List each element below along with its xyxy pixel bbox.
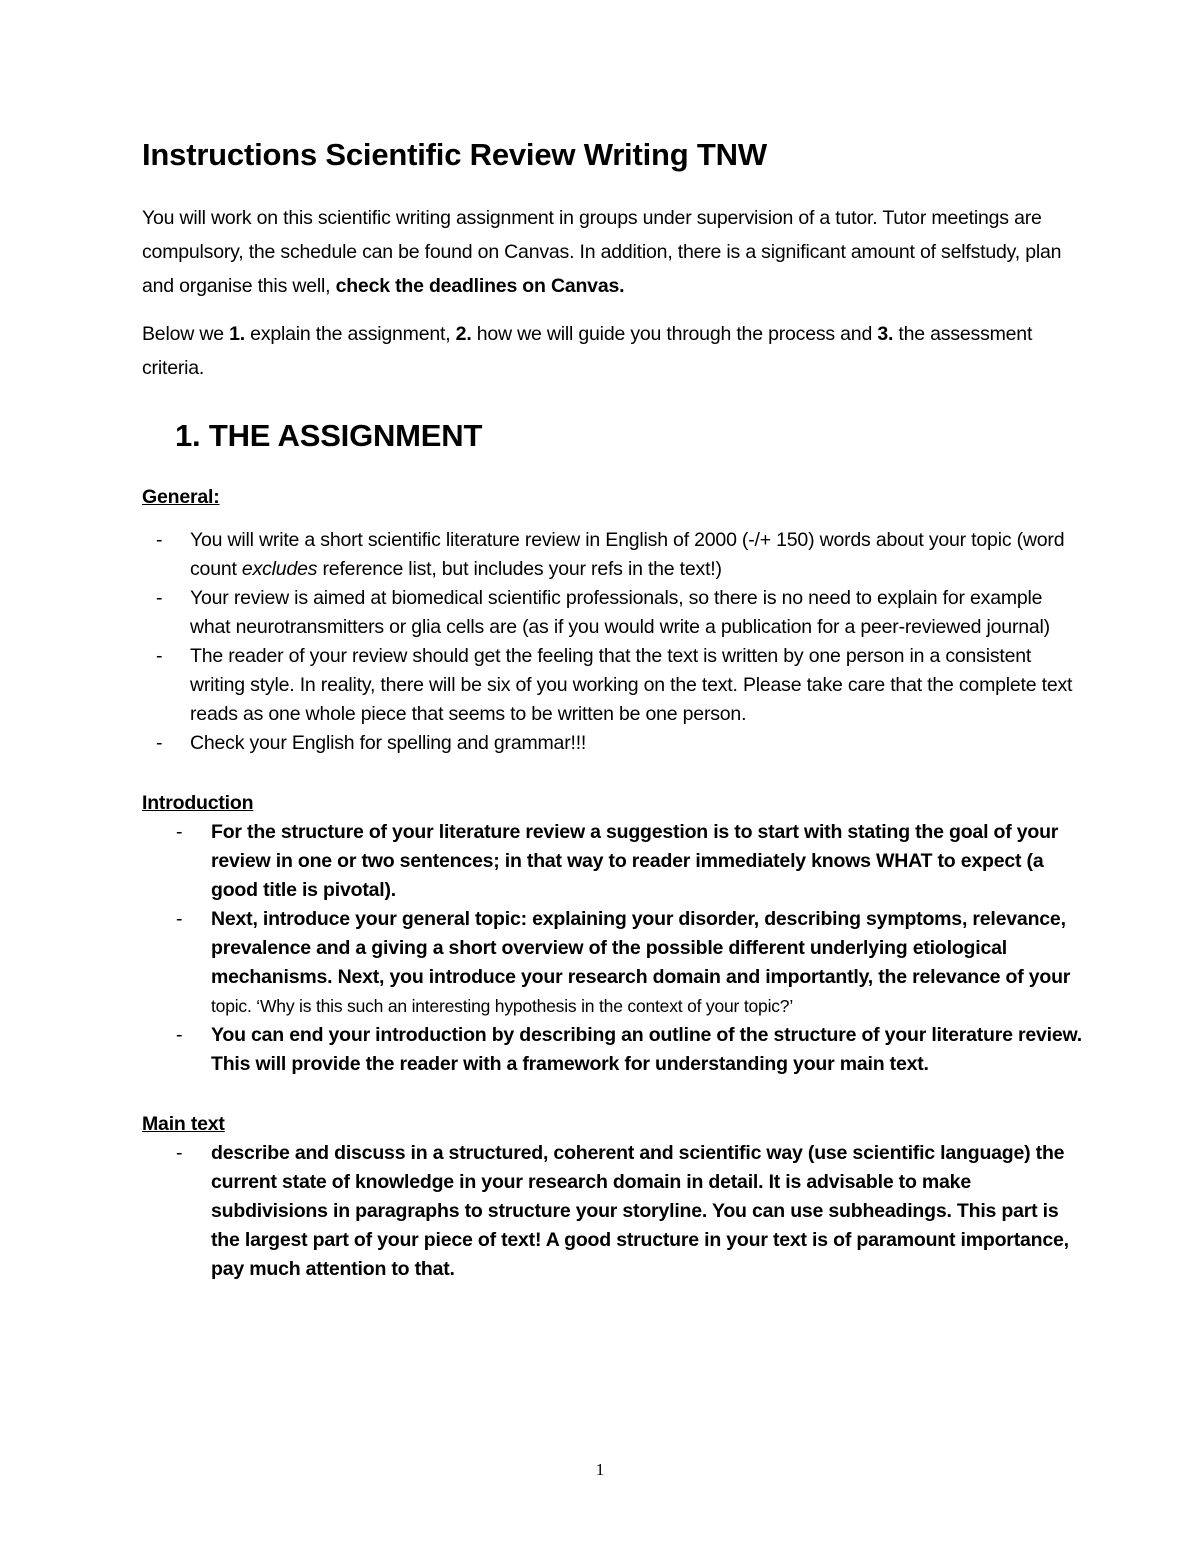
page-number: 1 xyxy=(595,1460,605,1479)
dash-bullet: - xyxy=(156,529,163,552)
list-item xyxy=(142,584,1082,642)
overview-text: explain the assignment, xyxy=(244,323,456,346)
intro-text: You will work on this scientific writing assignment in groups under supervision of a tutor. Tutor meetings are compulsory, the schedule can be found on Canvas. In addition, there is a significant amount of selfstudy, plan and organise this well, xyxy=(142,207,1062,298)
list-item xyxy=(142,905,1082,1021)
document-title: Instructions Scientific Review Writing TNW xyxy=(142,137,767,172)
item-text: Check your English for spelling and grammar!!! xyxy=(190,732,587,755)
general-heading: General: xyxy=(142,486,220,509)
introduction-list xyxy=(142,818,1082,1079)
dash-bullet: - xyxy=(176,1024,183,1047)
overview-text: Below we xyxy=(142,323,230,346)
item-text: You can end your introduction by describing an outline of the structure of your literature review. This will provide the reader with a framework for understanding your main text. xyxy=(211,1024,1083,1076)
item-text: describe and discuss in a structured, coherent and scientific way (use scientific language) the current state of knowledge in your research domain in detail. It is advisable to make subdivisions in paragraphs to structure your storyline. You can use subheadings. This part is the largest part of your piece of text! A good structure in your text is of paramount importance, pay much attention to that. xyxy=(211,1142,1069,1281)
item-text: Next, introduce your general topic: explaining your disorder, describing symptoms, relevance, prevalence and a giving a short overview of the possible different underlying etiological mechanisms. Next, you introduce your research domain and importantly, the relevance of your xyxy=(211,908,1071,989)
list-item xyxy=(142,1139,1082,1284)
overview-number: 1. xyxy=(229,323,245,346)
overview-number: 2. xyxy=(455,323,472,346)
dash-bullet: - xyxy=(176,821,183,844)
dash-bullet: - xyxy=(156,645,163,668)
dash-bullet: - xyxy=(156,587,163,610)
list-item xyxy=(142,818,1082,905)
item-emphasis: excludes xyxy=(241,558,318,581)
list-item xyxy=(142,1021,1082,1079)
overview-paragraph xyxy=(142,317,1082,385)
page-content xyxy=(142,136,1082,1314)
section-heading-assignment: 1. THE ASSIGNMENT xyxy=(175,418,483,454)
main-text-list xyxy=(142,1139,1082,1284)
overview-text: the assessment criteria. xyxy=(142,323,1033,380)
item-text: The reader of your review should get the feeling that the text is written by one person in a consistent writing style. In reality, there will be six of you working on the text. Please take care that the complete text reads as one whole piece that seems to be written be one person. xyxy=(190,645,1073,726)
item-text-light: topic. ‘Why is this such an interesting hypothesis in the context of your topic?’ xyxy=(211,996,794,1017)
intro-paragraph xyxy=(142,201,1082,303)
dash-bullet: - xyxy=(156,732,163,755)
overview-number: 3. xyxy=(877,323,894,346)
dash-bullet: - xyxy=(176,1142,183,1165)
overview-text: how we will guide you through the process and xyxy=(471,323,878,346)
dash-bullet: - xyxy=(176,908,183,931)
introduction-heading: Introduction xyxy=(142,792,254,815)
general-list xyxy=(142,526,1082,758)
list-item xyxy=(142,642,1082,729)
item-text: Your review is aimed at biomedical scientific professionals, so there is no need to explain for example what neurotransmitters or glia cells are (as if you would write a publication for a peer-reviewed journal) xyxy=(190,587,1050,639)
list-item xyxy=(142,526,1082,584)
deadline-note: check the deadlines on Canvas. xyxy=(335,275,625,298)
main-text-heading: Main text xyxy=(142,1113,225,1136)
item-text: For the structure of your literature review a suggestion is to start with stating the goal of your review in one or two sentences; in that way to reader immediately knows WHAT to expect (a good title is pivotal). xyxy=(211,821,1059,902)
item-text: reference list, but includes your refs in the text!) xyxy=(317,558,722,581)
item-text: You will write a short scientific literature review in English of 2000 (-/+ 150) words about your topic (word count xyxy=(190,529,1065,581)
list-item xyxy=(142,729,1082,758)
